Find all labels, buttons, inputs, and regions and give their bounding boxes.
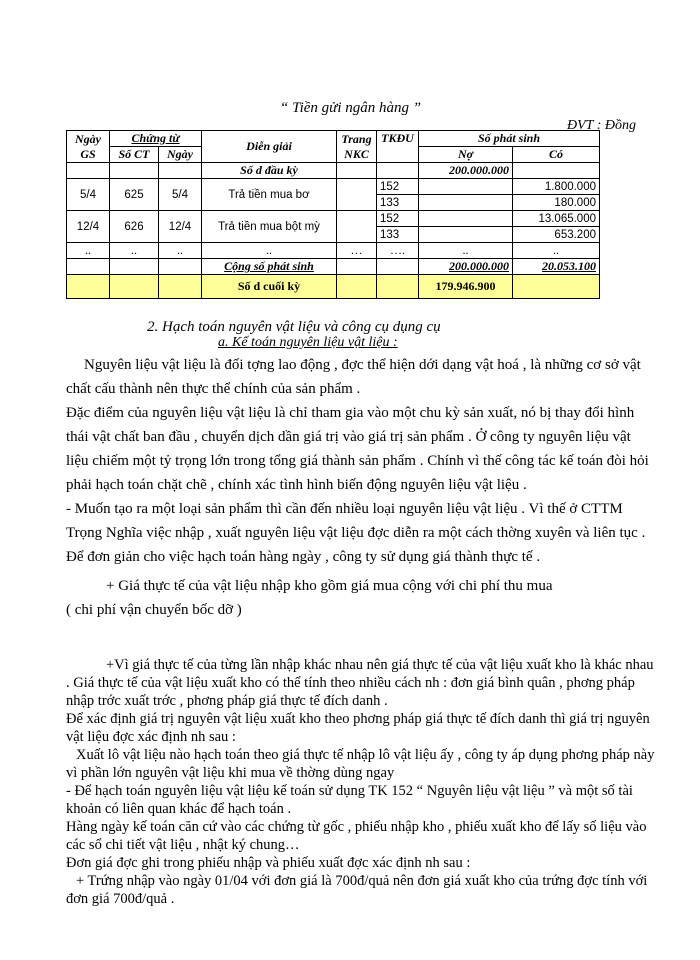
header-dien-giai: Diễn giải [202, 131, 337, 163]
total-co: 20.053.100 [513, 259, 600, 275]
currency-unit: ĐVT : Đồng [567, 118, 636, 133]
header-ngay-gs: Ngày GS [67, 131, 110, 163]
opening-balance-no: 200.000.000 [419, 163, 513, 179]
paragraph: Hàng ngày kế toán căn cứ vào các chứng từ gốc , phiếu nhập kho , phiếu xuất kho để lấy số liệu vào các sổ chi tiết vật liệu , nhật ký chung… [66, 819, 647, 853]
header-so-phat-sinh: Số phát sinh [419, 131, 600, 147]
paragraph: +Vì giá thực tế của từng lần nhập khác nhau nên giá thực tế của vật liệu xuất kho là khác nhau . Giá thực tế của vật liệu xuất kho có thể tính theo nhiều cách nh : đơn giá bình quân , phơng pháp nhập trớc xuất trớc , phơng pháp giá thực tế đích danh . [66, 657, 654, 709]
paragraph: Xuất lô vật liệu nào hạch toán theo giá thực tế nhập lô vật liệu ấy , công ty áp dụng phơng pháp này vì phần lớn nguyên vật liệu khi mua về thờng dùng ngay [66, 747, 655, 781]
paragraph-intro [66, 353, 656, 622]
closing-balance-no: 179.946.900 [419, 275, 513, 299]
ellipsis-cell: …. [377, 243, 419, 259]
row-tkdu: 152 [377, 211, 419, 227]
paragraph: ( chi phí vận chuyển bốc dỡ ) [66, 602, 242, 618]
total-label: Cộng số phát sinh [202, 259, 337, 275]
row-tkdu: 152 [377, 179, 419, 195]
paragraph: Đơn giá đợc ghi trong phiếu nhập và phiếu xuất đợc xác định nh sau : [66, 855, 471, 871]
table-row [67, 179, 600, 195]
row-ngay-gs: 5/4 [67, 179, 110, 211]
ellipsis-cell: .. [110, 243, 159, 259]
subsection-heading: a. Kế toán nguyên liệu vật liệu : [218, 335, 398, 350]
ellipsis-row [67, 243, 600, 259]
header-tkdu: TKĐU [377, 131, 419, 163]
bank-deposit-ledger [66, 130, 600, 299]
total-row [67, 259, 600, 275]
row-ngay-gs: 12/4 [67, 211, 110, 243]
ellipsis-cell: .. [159, 243, 202, 259]
ellipsis-cell: .. [202, 243, 337, 259]
row-tkdu: 133 [377, 195, 419, 211]
closing-balance-label: Số d cuối kỳ [202, 275, 337, 299]
header-co: Có [513, 147, 600, 163]
header-chung-tu: Chứng từ [110, 131, 202, 147]
paragraph: + Trứng nhập vào ngày 01/04 với đơn giá là 700đ/quả nên đơn giá xuất kho của trứng đợc tính với đơn giá 700đ/quả . [66, 873, 648, 907]
paragraph: - Để hạch toán nguyên liệu vật liệu kế toán sử dụng TK 152 “ Nguyên liệu vật liệu ” và một số tài khoản có liên quan khác để hạch toán . [66, 783, 633, 817]
ellipsis-cell: .. [419, 243, 513, 259]
row-co: 1.800.000 [513, 179, 600, 195]
total-no: 200.000.000 [419, 259, 513, 275]
opening-balance-row [67, 163, 600, 179]
paragraph-block-lower [66, 656, 656, 908]
paragraph: Để xác định giá trị nguyên vật liệu xuất kho theo phơng pháp giá thực tế đích danh thì giá trị nguyên vật liệu đợc xác định nh sau : [66, 711, 650, 745]
ellipsis-cell: .. [67, 243, 110, 259]
paragraph: Đặc điểm của nguyên liệu vật liệu là chỉ tham gia vào một chu kỳ sản xuất, nó bị thay đổi hình thái vật chất ban đầu , chuyển dịch dần giá trị vào giá trị sản phẩm . Ở công ty nguyên liệu vật liệu chiếm một tỷ trọng lớn trong tổng giá thành sản phẩm . Chính vì thế công tác kế toán đòi hỏi phải hạch toán chặt chẽ , chính xác tình hình biến động nguyên liệu vật liệu . [66, 405, 649, 493]
row-tkdu: 133 [377, 227, 419, 243]
section-heading: 2. Hạch toán nguyên vật liệu và công cụ dụng cụ [147, 319, 441, 335]
table-row [67, 211, 600, 227]
row-co: 13.065.000 [513, 211, 600, 227]
paragraph: + Giá thực tế của vật liệu nhập kho gồm giá mua cộng với chi phí thu mua [106, 578, 553, 594]
header-trang-nkc: Trang NKC [337, 131, 377, 163]
row-ngay: 12/4 [159, 211, 202, 243]
header-no: Nợ [419, 147, 513, 163]
closing-balance-row [67, 275, 600, 299]
header-row-1 [67, 131, 600, 147]
row-ngay: 5/4 [159, 179, 202, 211]
row-dien-giai: Trả tiền mua bột mỳ [202, 211, 337, 243]
row-co: 653.200 [513, 227, 600, 243]
header-ngay: Ngày [159, 147, 202, 163]
row-so-ct: 625 [110, 179, 159, 211]
row-co: 180.000 [513, 195, 600, 211]
ledger-title: “ Tiền gửi ngân hàng ” [280, 100, 422, 116]
row-so-ct: 626 [110, 211, 159, 243]
header-so-ct: Số CT [110, 147, 159, 163]
ellipsis-cell: .. [513, 243, 600, 259]
ellipsis-cell: … [337, 243, 377, 259]
opening-balance-label: Số d đầu kỳ [202, 163, 337, 179]
paragraph: - Muốn tạo ra một loại sản phẩm thì cần đến nhiều loại nguyên liệu vật liệu . Vì thế ở CTTM Trọng Nghĩa việc nhập , xuất nguyên liệu vật liệu đợc diễn ra một cách thờng xuyên và liên tục . Để đơn giản cho việc hạch toán hàng ngày , công ty sử dụng giá thành thực tế . [66, 501, 646, 565]
paragraph: Nguyên liệu vật liệu là đối tợng lao động , đợc thể hiện dới dạng vật hoá , là những cơ sở vật chất cấu thành nên thực thể chính của sản phẩm . [66, 357, 641, 397]
row-dien-giai: Trả tiền mua bơ [202, 179, 337, 211]
